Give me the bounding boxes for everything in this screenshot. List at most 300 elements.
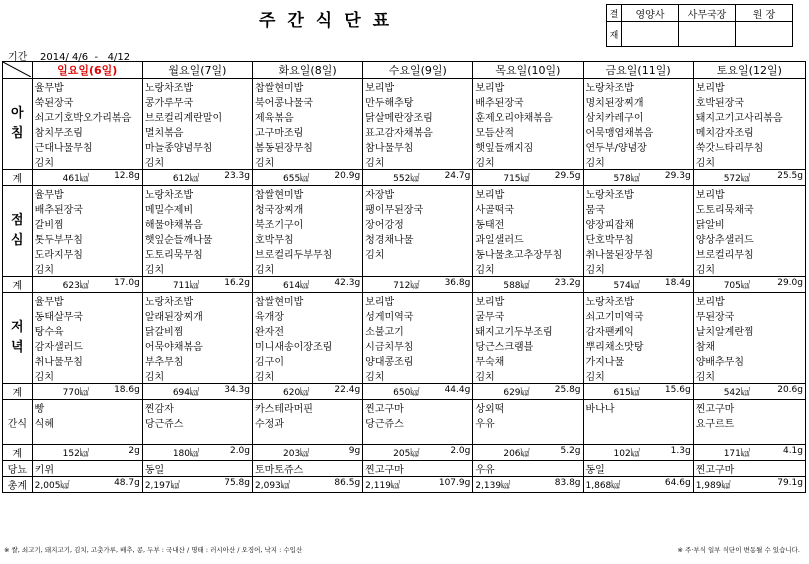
- snack-item: 당근쥬스: [142, 415, 252, 430]
- breakfast-item: 김치: [583, 154, 693, 170]
- breakfast-item: 호박된장국: [693, 94, 805, 109]
- kcal-value: 711㎉: [172, 281, 200, 291]
- lunch-item: 찹쌀현미밥: [253, 186, 363, 202]
- lunch-item: 브로컬리무침: [693, 246, 805, 261]
- grand-total-values: [696, 478, 803, 491]
- breakfast-item: 참치무조림: [32, 124, 142, 139]
- lunch-item: 김치: [363, 246, 473, 261]
- kcal-value: 612㎉: [172, 174, 200, 184]
- lunch-item: 톳두부무침: [32, 231, 142, 246]
- breakfast-item: 노랑차조밥: [583, 79, 693, 95]
- breakfast-item: 메치감자조림: [693, 124, 805, 139]
- breakfast-item: 만두해추탕: [363, 94, 473, 109]
- day-header: 금요일(11일): [583, 62, 693, 79]
- day-header: 일요일(6일): [32, 62, 142, 79]
- approval-side-top: 결: [607, 5, 622, 22]
- kcal-value: 152㎉: [62, 449, 89, 459]
- lunch-item: 북조기구이: [253, 216, 363, 231]
- breakfast-item: 근대나물무침: [32, 139, 142, 154]
- dinner-row: [3, 323, 806, 338]
- lunch-row: [3, 216, 806, 231]
- lunch-item: 노랑차조밥: [142, 186, 252, 202]
- protein-value: 25.5g: [777, 171, 803, 181]
- snack-total: [253, 445, 363, 461]
- kcal-value: 1,989㎉: [695, 481, 731, 491]
- snack-total: [142, 445, 252, 461]
- lunch-item: 도토리묵채국: [693, 201, 805, 216]
- breakfast-row: [3, 154, 806, 170]
- grand-total-values: [255, 478, 360, 491]
- lunch-item: 호박무침: [253, 231, 363, 246]
- breakfast-item: 마늘종양념무침: [142, 139, 252, 154]
- kcal-value: 615㎉: [613, 388, 640, 398]
- approval-sign-dietitian[interactable]: [622, 22, 679, 47]
- lunch-item: 도토리묵무침: [142, 246, 252, 261]
- breakfast-item: 쑥갓느타리무침: [693, 139, 805, 154]
- breakfast-item: 쇠고기호박오가리볶음: [32, 109, 142, 124]
- protein-value: 2.0g: [450, 446, 471, 456]
- snack-spacer: [32, 430, 142, 445]
- breakfast-item: 참나물무침: [363, 139, 473, 154]
- protein-value: 29.3g: [664, 171, 691, 181]
- dinner-item: 쇠고기미역국: [583, 308, 693, 323]
- dinner-total: [253, 384, 363, 400]
- lunch-item: 도라지무침: [32, 246, 142, 261]
- day-header: 화요일(8일): [253, 62, 363, 79]
- lunch-total-values: [145, 278, 250, 291]
- breakfast-item: 북어콩나물국: [253, 94, 363, 109]
- snack-spacer: [473, 430, 583, 445]
- day-header: 수요일(9일): [363, 62, 473, 79]
- grand-total-values: [475, 478, 580, 491]
- diabetic-item: 우유: [473, 461, 583, 477]
- snack-row: [3, 400, 806, 416]
- snack-item: 식혜: [32, 415, 142, 430]
- breakfast-total: [693, 170, 805, 186]
- day-header-row: [3, 62, 806, 79]
- protein-value: 83.8g: [554, 478, 581, 488]
- kcal-value: 205㎉: [393, 449, 420, 459]
- lunch-total: [363, 277, 473, 293]
- lunch-item: 브로컬리두부무침: [253, 246, 363, 261]
- dinner-total: [363, 384, 473, 400]
- protein-value: 5.2g: [560, 446, 581, 456]
- grand-total: [693, 477, 805, 493]
- breakfast-item: 김치: [363, 154, 473, 170]
- diabetic-label: 당뇨: [3, 461, 33, 477]
- dinner-subtotal-label: 계: [3, 384, 33, 400]
- kcal-value: 206㎉: [503, 449, 530, 459]
- breakfast-item: 브로컬리계란말이: [142, 109, 252, 124]
- diabetic-item: 키위: [32, 461, 142, 477]
- snack-total: [693, 445, 805, 461]
- lunch-total: [473, 277, 583, 293]
- lunch-item: 김치: [583, 261, 693, 277]
- dinner-item: 취나물무침: [32, 353, 142, 368]
- breakfast-total-values: [365, 171, 470, 184]
- day-header: 월요일(7일): [142, 62, 252, 79]
- dinner-item: 보리밥: [473, 293, 583, 309]
- dinner-item: 당근스크램블: [473, 338, 583, 353]
- breakfast-row: [3, 109, 806, 124]
- snack-item: 요구르트: [693, 415, 805, 430]
- day-header: 토요일(12일): [693, 62, 805, 79]
- protein-value: 75.8g: [224, 478, 250, 488]
- snack-spacer: [253, 430, 363, 445]
- kcal-value: 171㎉: [723, 449, 750, 459]
- protein-value: 86.5g: [334, 478, 361, 488]
- dinner-label: 저 녁: [3, 293, 33, 384]
- lunch-item: 김치: [693, 261, 805, 277]
- diabetic-row: [3, 461, 806, 477]
- breakfast-label: 아 침: [3, 79, 33, 170]
- lunch-total-values: [696, 278, 803, 291]
- dinner-item: 성게미역국: [363, 308, 473, 323]
- lunch-total: [693, 277, 805, 293]
- breakfast-item: 찹쌀현미밥: [253, 79, 363, 95]
- approval-header-head: 원 장: [736, 5, 793, 22]
- breakfast-item: 돼지고기고사리볶음: [693, 109, 805, 124]
- diabetic-item: 토마토쥬스: [253, 461, 363, 477]
- protein-value: 2.0g: [229, 446, 250, 456]
- dinner-item: 육개장: [253, 308, 363, 323]
- protein-value: 20.9g: [334, 171, 361, 181]
- breakfast-row: [3, 94, 806, 109]
- protein-value: 17.0g: [114, 278, 140, 288]
- menu-table: [2, 61, 806, 493]
- breakfast-row: [3, 139, 806, 154]
- day-header: 목요일(10일): [473, 62, 583, 79]
- kcal-value: 2,093㎉: [255, 481, 290, 491]
- dinner-item: 김치: [583, 368, 693, 384]
- snack-item: 빵: [32, 400, 142, 416]
- lunch-item: 보리밥: [693, 186, 805, 202]
- approval-header-director: 사무국장: [679, 5, 736, 22]
- protein-value: 2g: [128, 446, 140, 456]
- diabetic-item: 동일: [142, 461, 252, 477]
- diabetic-item: 찐고구마: [693, 461, 805, 477]
- grand-total: [32, 477, 142, 493]
- dinner-item: 보리밥: [363, 293, 473, 309]
- protein-value: 36.8g: [444, 278, 471, 288]
- dinner-row: [3, 338, 806, 353]
- breakfast-total-row: [3, 170, 806, 186]
- breakfast-item: 모듬산적: [473, 124, 583, 139]
- snack-spacer: [363, 430, 473, 445]
- grand-total-values: [35, 478, 140, 491]
- lunch-item: 동태전: [473, 216, 583, 231]
- dinner-total-values: [696, 385, 803, 398]
- snack-total: [473, 445, 583, 461]
- protein-value: 79.1g: [777, 478, 803, 488]
- lunch-total-values: [255, 278, 360, 291]
- snack-item: 당근쥬스: [363, 415, 473, 430]
- protein-value: 15.6g: [664, 385, 691, 395]
- breakfast-item: 노랑차조밥: [142, 79, 252, 95]
- dinner-item: 탕수육: [32, 323, 142, 338]
- dinner-item: 무된장국: [693, 308, 805, 323]
- protein-value: 12.8g: [114, 171, 140, 181]
- lunch-item: 사골떡국: [473, 201, 583, 216]
- lunch-total: [32, 277, 142, 293]
- kcal-value: 572㎉: [723, 174, 750, 184]
- breakfast-item: 김치: [693, 154, 805, 170]
- grand-total: [583, 477, 693, 493]
- dinner-row: [3, 293, 806, 309]
- snack-item: 우유: [473, 415, 583, 430]
- approval-sign-director[interactable]: [679, 22, 736, 47]
- corner-cell: [3, 62, 33, 79]
- snack-total-values: [255, 446, 360, 459]
- lunch-item: 김치: [473, 261, 583, 277]
- dinner-item: 김치: [363, 368, 473, 384]
- kcal-value: 588㎉: [503, 281, 530, 291]
- breakfast-row: [3, 79, 806, 95]
- breakfast-total: [32, 170, 142, 186]
- protein-value: 107.9g: [438, 478, 471, 488]
- dinner-item: 감자샐러드: [32, 338, 142, 353]
- lunch-item: 메밀수제비: [142, 201, 252, 216]
- lunch-subtotal-label: 계: [3, 277, 33, 293]
- dinner-item: 무숙채: [473, 353, 583, 368]
- snack-total: [32, 445, 142, 461]
- snack-row: [3, 415, 806, 430]
- dinner-row: [3, 353, 806, 368]
- lunch-item: 닭알비: [693, 216, 805, 231]
- lunch-item: 과일샐러드: [473, 231, 583, 246]
- kcal-value: 694㎉: [172, 388, 200, 398]
- dinner-item: 양배추무침: [693, 353, 805, 368]
- dinner-item: 김치: [473, 368, 583, 384]
- lunch-total: [142, 277, 252, 293]
- kcal-value: 620㎉: [283, 388, 310, 398]
- snack-spacer: [693, 430, 805, 445]
- grand-total: [363, 477, 473, 493]
- dinner-item: 돼지고기두부조림: [473, 323, 583, 338]
- lunch-total-values: [35, 278, 140, 291]
- lunch-item: 팽이무된장국: [363, 201, 473, 216]
- dinner-total-values: [255, 385, 360, 398]
- breakfast-item: 배추된장국: [473, 94, 583, 109]
- kcal-value: 623㎉: [62, 281, 89, 291]
- breakfast-item: 연두부/양념장: [583, 139, 693, 154]
- protein-value: 20.6g: [777, 385, 803, 395]
- dinner-row: [3, 308, 806, 323]
- period-value: 2014/ 4/6 - 4/12: [40, 52, 131, 63]
- protein-value: 42.3g: [334, 278, 361, 288]
- lunch-item: 김치: [253, 261, 363, 277]
- snack-total-values: [35, 446, 140, 459]
- grand-total-values: [145, 478, 250, 491]
- snack-total-values: [365, 446, 470, 459]
- dinner-item: 보리밥: [693, 293, 805, 309]
- protein-value: 64.6g: [664, 478, 691, 488]
- breakfast-item: 햇잎들깨지짐: [473, 139, 583, 154]
- lunch-total-values: [475, 278, 580, 291]
- lunch-total: [253, 277, 363, 293]
- breakfast-item: 콩가루무국: [142, 94, 252, 109]
- kcal-value: 180㎉: [172, 449, 200, 459]
- kcal-value: 2,005㎉: [34, 481, 70, 491]
- snack-item: 수정과: [253, 415, 363, 430]
- grand-total: [473, 477, 583, 493]
- dinner-total-values: [475, 385, 580, 398]
- dinner-item: 날치알계란찜: [693, 323, 805, 338]
- snack-item: 찐감자: [142, 400, 252, 416]
- lunch-label: 점 심: [3, 186, 33, 277]
- diabetic-item: 동일: [583, 461, 693, 477]
- snack-spacer: [142, 430, 252, 445]
- protein-value: 24.7g: [444, 171, 471, 181]
- dinner-item: 김치: [693, 368, 805, 384]
- snack-item: 찐고구마: [693, 400, 805, 416]
- snack-total-values: [586, 446, 691, 459]
- dinner-total-values: [35, 385, 140, 398]
- footnote-origin: ※ 쌀, 쇠고기, 돼지고기, 김치, 고춧가루, 배추, 콩, 두부 : 국내산 / 명태 : 러시아산 / 오징어, 낙지 : 수입산: [4, 546, 303, 554]
- grand-total-label: 총계: [3, 477, 33, 493]
- kcal-value: 102㎉: [613, 449, 640, 459]
- dinner-item: 찹쌀현미밥: [253, 293, 363, 309]
- kcal-value: 655㎉: [283, 174, 310, 184]
- lunch-item: 단호박무침: [583, 231, 693, 246]
- dinner-item: 김치: [32, 368, 142, 384]
- lunch-item: 청국장찌개: [253, 201, 363, 216]
- dinner-total: [693, 384, 805, 400]
- lunch-item: 청경채나물: [363, 231, 473, 246]
- lunch-row: [3, 231, 806, 246]
- lunch-item: 보리밥: [473, 186, 583, 202]
- dinner-total-values: [586, 385, 691, 398]
- dinner-item: 소불고기: [363, 323, 473, 338]
- dinner-item: 김구이: [253, 353, 363, 368]
- dinner-item: 굴무국: [473, 308, 583, 323]
- lunch-item: 자장밥: [363, 186, 473, 202]
- approval-header-dietitian: 영양사: [622, 5, 679, 22]
- kcal-value: 574㎉: [613, 281, 640, 291]
- grand-total-values: [586, 478, 691, 491]
- dinner-total: [142, 384, 252, 400]
- snack-item: 상외떡: [473, 400, 583, 416]
- dinner-item: 가지나물: [583, 353, 693, 368]
- lunch-item: 김치: [32, 261, 142, 277]
- kcal-value: 712㎉: [393, 281, 420, 291]
- dinner-item: 참채: [693, 338, 805, 353]
- kcal-value: 614㎉: [283, 281, 310, 291]
- protein-value: 29.0g: [777, 278, 803, 288]
- lunch-item: 양장피잡채: [583, 216, 693, 231]
- dinner-total: [473, 384, 583, 400]
- period-label: 기간: [8, 52, 28, 63]
- dinner-item: 율무밥: [32, 293, 142, 309]
- grand-total: [142, 477, 252, 493]
- dinner-item: 어묵야채볶음: [142, 338, 252, 353]
- protein-value: 16.2g: [224, 278, 250, 288]
- snack-item: [583, 415, 693, 430]
- grand-total-row: [3, 477, 806, 493]
- breakfast-total: [363, 170, 473, 186]
- breakfast-total-values: [145, 171, 250, 184]
- breakfast-total: [583, 170, 693, 186]
- dinner-item: 김치: [253, 368, 363, 384]
- kcal-value: 461㎉: [62, 174, 89, 184]
- grand-total-values: [365, 478, 470, 491]
- lunch-item: 율무밥: [32, 186, 142, 202]
- protein-value: 29.5g: [554, 171, 581, 181]
- protein-value: 22.4g: [334, 385, 361, 395]
- protein-value: 23.3g: [224, 171, 250, 181]
- kcal-value: 2,197㎉: [144, 481, 180, 491]
- snack-item: 바나나: [583, 400, 693, 416]
- breakfast-item: 훈제오리야채볶음: [473, 109, 583, 124]
- kcal-value: 552㎉: [393, 174, 420, 184]
- approval-sign-head[interactable]: [736, 22, 793, 47]
- kcal-value: 2,119㎉: [365, 481, 400, 491]
- breakfast-item: 김치: [253, 154, 363, 170]
- kcal-value: 1,868㎉: [585, 481, 621, 491]
- breakfast-item: 명치된장찌개: [583, 94, 693, 109]
- lunch-item: [363, 261, 473, 277]
- dinner-total: [583, 384, 693, 400]
- kcal-value: 705㎉: [723, 281, 750, 291]
- dinner-item: 부추무침: [142, 353, 252, 368]
- snack-label: 간식: [3, 400, 33, 445]
- breakfast-item: 멸치볶음: [142, 124, 252, 139]
- breakfast-item: 삼치카레구이: [583, 109, 693, 124]
- lunch-item: 햇잎순들깨나물: [142, 231, 252, 246]
- dinner-item: 완자전: [253, 323, 363, 338]
- lunch-total-values: [365, 278, 470, 291]
- breakfast-item: 율무밥: [32, 79, 142, 95]
- dinner-item: 닭갈비찜: [142, 323, 252, 338]
- kcal-value: 715㎉: [503, 174, 530, 184]
- kcal-value: 2,139㎉: [475, 481, 511, 491]
- lunch-item: 양상추샐러드: [693, 231, 805, 246]
- breakfast-item: 표고감자채볶음: [363, 124, 473, 139]
- protein-value: 4.1g: [782, 446, 803, 456]
- lunch-total: [583, 277, 693, 293]
- snack-item: 찐고구마: [363, 400, 473, 416]
- lunch-item: 동나물초고추장무침: [473, 246, 583, 261]
- breakfast-total-values: [586, 171, 691, 184]
- kcal-value: 542㎉: [723, 388, 750, 398]
- snack-total-values: [145, 446, 250, 459]
- kcal-value: 629㎉: [503, 388, 530, 398]
- breakfast-item: 보리밥: [363, 79, 473, 95]
- lunch-item: 김치: [142, 261, 252, 277]
- kcal-value: 650㎉: [393, 388, 420, 398]
- dinner-item: 동태살무국: [32, 308, 142, 323]
- dinner-item: 미니새송이장조림: [253, 338, 363, 353]
- dinner-item: 뿌리채소맛탕: [583, 338, 693, 353]
- protein-value: 9g: [348, 446, 361, 456]
- breakfast-item: 김치: [32, 154, 142, 170]
- lunch-item: 취나물된장무침: [583, 246, 693, 261]
- snack-total: [583, 445, 693, 461]
- dinner-total-values: [145, 385, 250, 398]
- protein-value: 25.8g: [554, 385, 581, 395]
- kcal-value: 578㎉: [613, 174, 640, 184]
- dinner-item: 노랑차조밥: [583, 293, 693, 309]
- approval-box: [606, 4, 793, 47]
- breakfast-total-values: [35, 171, 140, 184]
- breakfast-total-values: [696, 171, 803, 184]
- breakfast-item: 쑥된장국: [32, 94, 142, 109]
- protein-value: 44.4g: [444, 385, 471, 395]
- lunch-row: [3, 201, 806, 216]
- breakfast-total-values: [255, 171, 360, 184]
- breakfast-total: [473, 170, 583, 186]
- diabetic-item: 찐고구마: [363, 461, 473, 477]
